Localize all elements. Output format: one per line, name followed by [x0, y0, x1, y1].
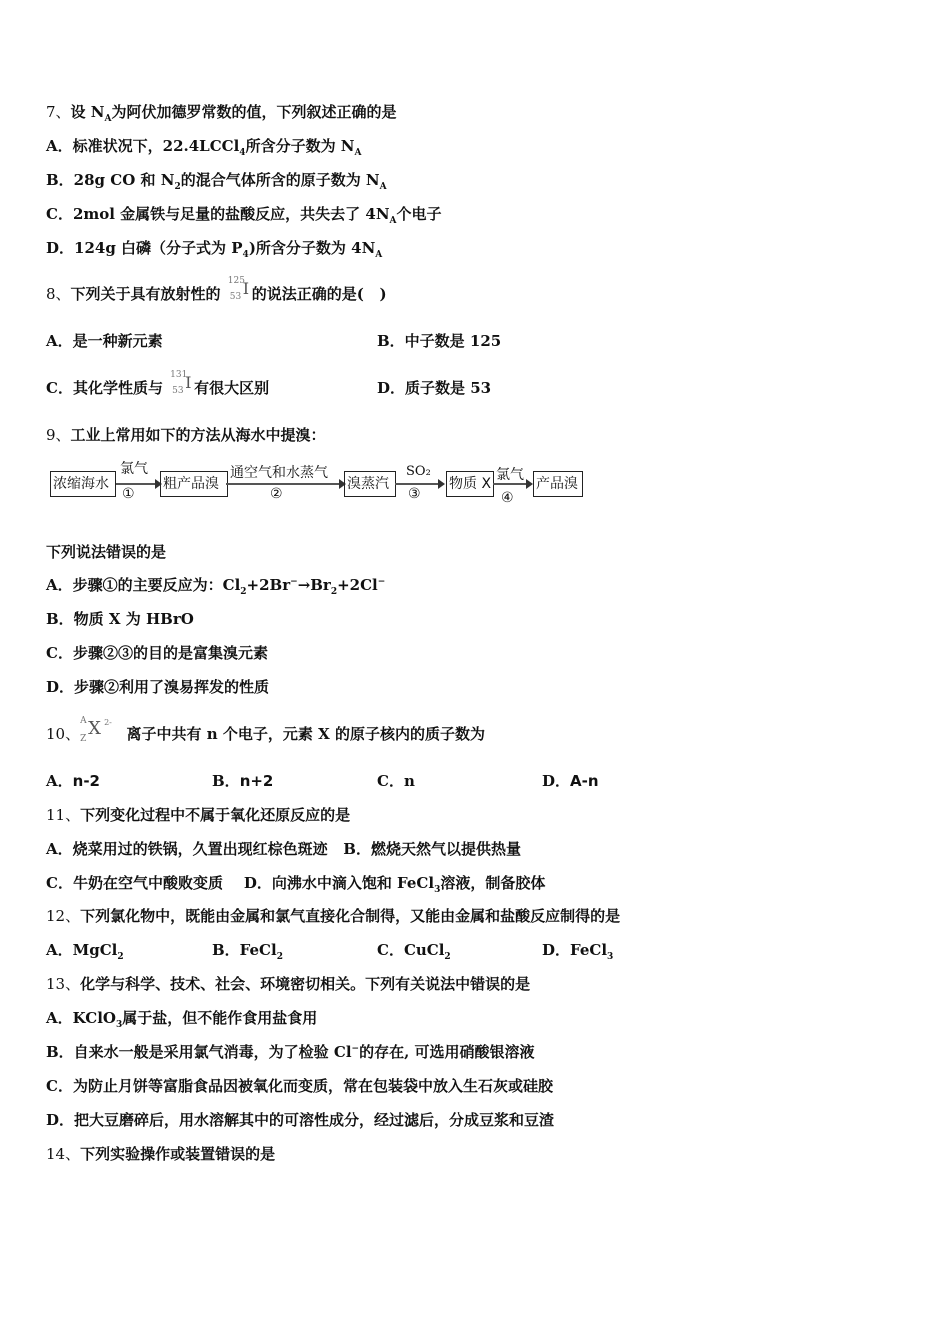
option	[377, 331, 501, 351]
text-line	[46, 136, 361, 156]
flow-arrow	[116, 483, 160, 485]
text: +2Br	[246, 576, 291, 594]
question-number: 7、	[46, 103, 71, 121]
text-line	[46, 575, 385, 595]
mass-number: 125	[227, 276, 245, 286]
step-number: ③	[408, 486, 421, 502]
text: C．n	[377, 772, 415, 790]
subscript: 2	[174, 182, 181, 192]
step-number: ④	[501, 490, 514, 506]
subscript: 3	[607, 952, 614, 962]
text: C．2mol 金属铁与足量的盐酸反应，共失去了 4N	[46, 205, 390, 223]
subscript: A	[375, 250, 383, 260]
arrow-label: 氯气	[496, 467, 524, 483]
text: 下列关于具有放射性的	[70, 285, 226, 303]
question-number: 11、	[46, 806, 81, 824]
question-number: 14、	[46, 1145, 81, 1163]
option-value: n-2	[72, 772, 100, 790]
text: D．	[542, 772, 571, 790]
text: C．牛奶在空气中酸败变质 D．向沸水中滴入饱和 FeCl	[46, 874, 435, 892]
flow-box: 物质 X	[446, 471, 494, 497]
text: A．是一种新元素	[46, 332, 163, 350]
text: C．其化学性质与	[46, 379, 169, 397]
text: C．为防止月饼等富脂食品因被氧化而变质，常在包装袋中放入生石灰或硅胶	[46, 1077, 553, 1095]
text: D．124g 白磷（分子式为 P	[46, 239, 243, 257]
step-number: ①	[122, 486, 135, 502]
flow-arrow	[226, 483, 344, 485]
options-row	[46, 771, 906, 791]
text: 的说法正确的是( )	[251, 285, 387, 303]
text: 设 N	[70, 103, 105, 121]
text-line	[46, 643, 268, 663]
step-number: ②	[270, 486, 283, 502]
subscript: 4	[242, 250, 249, 260]
text: A．标准状况下，22.4LCCl	[46, 137, 240, 155]
text-line	[46, 238, 382, 258]
text: 离子中共有 n 个电子，元素 X 的原子核内的质子数为	[116, 725, 485, 743]
text: 所含分子数为 N	[245, 137, 355, 155]
text: 工业上常用如下的方法从海水中提溴：	[70, 426, 326, 444]
subscript: A	[379, 182, 387, 192]
option-value: A-n	[570, 772, 599, 790]
option	[46, 370, 270, 399]
subscript: A	[104, 114, 112, 124]
bromine-extraction-flowchart	[46, 458, 606, 514]
flow-box: 溴蒸汽	[344, 471, 396, 497]
text: 下列氯化物中，既能由金属和氯气直接化合制得，又能由金属和盐酸反应制得的是	[80, 907, 621, 925]
text-line	[46, 1110, 554, 1130]
subscript: 2	[276, 952, 283, 962]
superscript: −	[351, 1044, 360, 1054]
option	[212, 940, 283, 960]
flow-arrow	[395, 483, 443, 485]
option	[212, 771, 273, 791]
question-number: 8、	[46, 285, 71, 303]
nuclide-symbol	[226, 276, 252, 305]
text: 有很大区别	[194, 379, 270, 397]
text: 的存在, 可选用硝酸银溶液	[359, 1043, 535, 1061]
text-line	[46, 1144, 275, 1164]
text: A．步骤①的主要反应为：Cl	[46, 576, 241, 594]
text: A．	[46, 772, 73, 790]
text-line	[46, 1042, 535, 1062]
subscript: 3	[434, 885, 441, 895]
text-line	[46, 805, 350, 825]
options-row	[46, 370, 906, 398]
text: 的混合气体所含的原子数为 N	[180, 171, 380, 189]
subscript: 2	[444, 952, 451, 962]
flow-box: 产品溴	[533, 471, 583, 497]
question-number: 10、	[46, 725, 81, 743]
text-line	[46, 677, 269, 697]
element-symbol: I	[242, 279, 250, 298]
text: B．物质 X 为 HBrO	[46, 610, 194, 628]
mass-number: 131	[170, 370, 188, 380]
question-number: 13、	[46, 975, 81, 993]
subscript: 3	[115, 1020, 123, 1030]
nuclide-symbol	[168, 370, 194, 399]
text: 溶液，制备胶体	[440, 874, 546, 892]
text: D．把大豆磨碎后，用水溶解其中的可溶性成分，经过滤后，分成豆浆和豆渣	[46, 1111, 555, 1129]
text: 下列实验操作或装置错误的是	[80, 1145, 276, 1163]
option	[46, 331, 163, 351]
text: C．CuCl	[377, 941, 445, 959]
text-line	[46, 170, 387, 190]
options-row	[46, 940, 906, 960]
subscript: 4	[239, 148, 246, 158]
text: A．MgCl	[46, 941, 118, 959]
ion-charge: 2-	[104, 718, 112, 727]
text: D．FeCl	[542, 941, 608, 959]
option	[542, 940, 613, 960]
text: B．28g CO 和 N	[46, 171, 175, 189]
option	[46, 940, 124, 960]
text-line	[46, 542, 166, 562]
text-line	[46, 906, 620, 926]
text-line	[46, 204, 442, 224]
question-number: 9、	[46, 426, 71, 444]
text: B．自来水一般是采用氯气消毒，为了检验 Cl	[46, 1043, 352, 1061]
arrow-label: 通空气和水蒸气	[230, 465, 328, 481]
option	[542, 771, 599, 791]
arrow-label: 氯气	[120, 461, 148, 477]
text: →Br	[297, 576, 331, 594]
text: C．步骤②③的目的是富集溴元素	[46, 644, 268, 662]
option	[46, 771, 100, 791]
text: )所含分子数为 4N	[248, 239, 376, 257]
option	[377, 771, 415, 791]
flow-box: 粗产品溴	[160, 471, 228, 497]
mass-number: A	[80, 716, 87, 726]
subscript: A	[389, 216, 397, 226]
text-line	[46, 716, 485, 745]
subscript: A	[354, 148, 362, 158]
nuclide-symbol	[80, 716, 116, 745]
text-line	[46, 425, 326, 445]
text-line	[46, 609, 194, 629]
text-line	[46, 1008, 317, 1028]
question-number: 12、	[46, 907, 81, 925]
element-symbol: X	[88, 718, 101, 739]
text: D．步骤②利用了溴易挥发的性质	[46, 678, 270, 696]
subscript: 2	[330, 587, 338, 597]
text: 属于盐，但不能作食用盐食用	[122, 1009, 318, 1027]
text: A．KClO	[46, 1009, 116, 1027]
subscript: 2	[117, 952, 124, 962]
element-symbol: I	[185, 373, 192, 392]
text-line	[46, 974, 530, 994]
atomic-number: Z	[80, 734, 87, 744]
text-line	[46, 873, 545, 893]
text: 下列说法错误的是	[46, 543, 167, 561]
arrow-label: SO₂	[406, 464, 431, 479]
text: +2Cl	[337, 576, 378, 594]
text-line	[46, 1076, 553, 1096]
subscript: 2	[240, 587, 247, 597]
text-line	[46, 276, 387, 305]
text: 个电子	[396, 205, 442, 223]
text: 化学与科学、技术、社会、环境密切相关。下列有关说法中错误的是	[80, 975, 531, 993]
flow-box: 浓缩海水	[50, 471, 116, 497]
option	[377, 378, 491, 398]
text: 下列变化过程中不属于氧化还原反应的是	[80, 806, 351, 824]
text: B．FeCl	[212, 941, 277, 959]
text-line	[46, 102, 396, 122]
text: A．烧菜用过的铁锅，久置出现红棕色斑迹 B．燃烧天然气以提供热量	[46, 840, 521, 858]
atomic-number: 53	[172, 386, 184, 396]
text: D．质子数是 53	[377, 379, 492, 397]
text: B．	[212, 772, 240, 790]
text: 为阿伏加德罗常数的值，下列叙述正确的是	[111, 103, 397, 121]
atomic-number: 53	[229, 292, 242, 302]
superscript: −	[290, 577, 298, 587]
options-row	[46, 331, 906, 351]
option	[377, 940, 451, 960]
text-line	[46, 839, 521, 859]
option-value: n+2	[239, 772, 274, 790]
text: B．中子数是 125	[377, 332, 502, 350]
superscript: −	[377, 577, 386, 587]
